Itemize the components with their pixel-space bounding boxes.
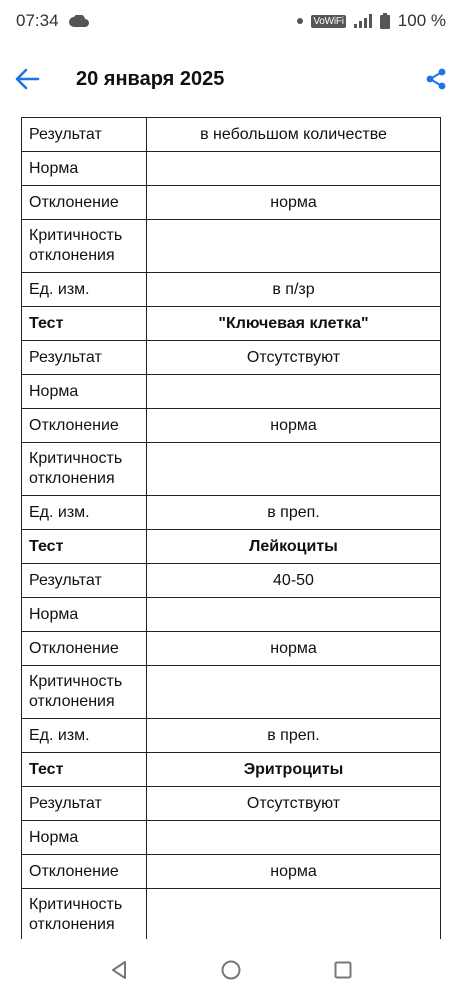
row-label: Отклонение	[22, 632, 147, 666]
row-label: Ед. изм.	[22, 496, 147, 530]
row-label: Тест	[22, 530, 147, 564]
notification-dot-icon	[297, 18, 303, 24]
table-row	[22, 632, 441, 666]
table-row	[22, 118, 441, 152]
status-left	[16, 11, 89, 31]
cloud-icon	[69, 15, 89, 27]
row-value	[147, 443, 441, 496]
row-value: норма	[147, 632, 441, 666]
table-row	[22, 530, 441, 564]
table-row	[22, 787, 441, 821]
table-row	[22, 753, 441, 787]
row-value: в преп.	[147, 719, 441, 753]
row-label: Критичность отклонения	[22, 889, 147, 940]
nav-back-icon[interactable]	[108, 959, 130, 981]
row-value	[147, 821, 441, 855]
status-bar	[0, 0, 462, 42]
table-row	[22, 719, 441, 753]
row-value: 40-50	[147, 564, 441, 598]
system-nav-bar	[0, 940, 462, 1000]
row-value: в преп.	[147, 496, 441, 530]
row-label: Тест	[22, 307, 147, 341]
table-row	[22, 889, 441, 940]
row-label: Отклонение	[22, 855, 147, 889]
table-row	[22, 186, 441, 220]
table-row	[22, 152, 441, 186]
nav-home-icon[interactable]	[220, 959, 242, 981]
page-title: 20 января 2025	[76, 67, 225, 90]
share-icon[interactable]	[424, 67, 448, 91]
row-value: норма	[147, 186, 441, 220]
row-value: в небольшом количестве	[147, 118, 441, 152]
row-value	[147, 220, 441, 273]
row-label: Критичность отклонения	[22, 443, 147, 496]
row-label: Отклонение	[22, 409, 147, 443]
table-row	[22, 375, 441, 409]
row-label: Тест	[22, 753, 147, 787]
row-label: Норма	[22, 598, 147, 632]
table-row	[22, 220, 441, 273]
row-label: Критичность отклонения	[22, 220, 147, 273]
row-value: Отсутствуют	[147, 341, 441, 375]
row-value: Отсутствуют	[147, 787, 441, 821]
row-label: Результат	[22, 118, 147, 152]
row-label: Норма	[22, 821, 147, 855]
table-row	[22, 307, 441, 341]
battery-level: 100 %	[397, 11, 446, 30]
row-value: норма	[147, 409, 441, 443]
table-row	[22, 496, 441, 530]
row-value	[147, 666, 441, 719]
row-label: Ед. изм.	[22, 273, 147, 307]
status-time: 07:34	[16, 11, 59, 30]
table-row	[22, 409, 441, 443]
table-row	[22, 598, 441, 632]
results-scroll-area[interactable]	[0, 117, 462, 939]
table-row	[22, 341, 441, 375]
row-value: Лейкоциты	[147, 530, 441, 564]
row-label: Норма	[22, 152, 147, 186]
status-right	[297, 11, 446, 31]
row-value: "Ключевая клетка"	[147, 307, 441, 341]
table-row	[22, 564, 441, 598]
results-table	[21, 117, 441, 939]
row-value	[147, 152, 441, 186]
row-label: Результат	[22, 787, 147, 821]
row-value	[147, 375, 441, 409]
row-value: Эритроциты	[147, 753, 441, 787]
table-row	[22, 273, 441, 307]
row-label: Критичность отклонения	[22, 666, 147, 719]
row-label: Результат	[22, 341, 147, 375]
row-value	[147, 889, 441, 940]
battery-icon	[380, 13, 390, 29]
app-bar	[0, 42, 462, 116]
row-label: Результат	[22, 564, 147, 598]
row-value: в п/зр	[147, 273, 441, 307]
vowifi-badge: VoWiFi	[313, 15, 344, 27]
nav-recents-icon[interactable]	[332, 959, 354, 981]
signal-icon	[354, 14, 372, 28]
row-value	[147, 598, 441, 632]
table-row	[22, 666, 441, 719]
table-row	[22, 821, 441, 855]
table-row	[22, 855, 441, 889]
row-label: Отклонение	[22, 186, 147, 220]
row-label: Норма	[22, 375, 147, 409]
arrow-back-icon[interactable]	[14, 67, 40, 91]
row-label: Ед. изм.	[22, 719, 147, 753]
row-value: норма	[147, 855, 441, 889]
table-row	[22, 443, 441, 496]
